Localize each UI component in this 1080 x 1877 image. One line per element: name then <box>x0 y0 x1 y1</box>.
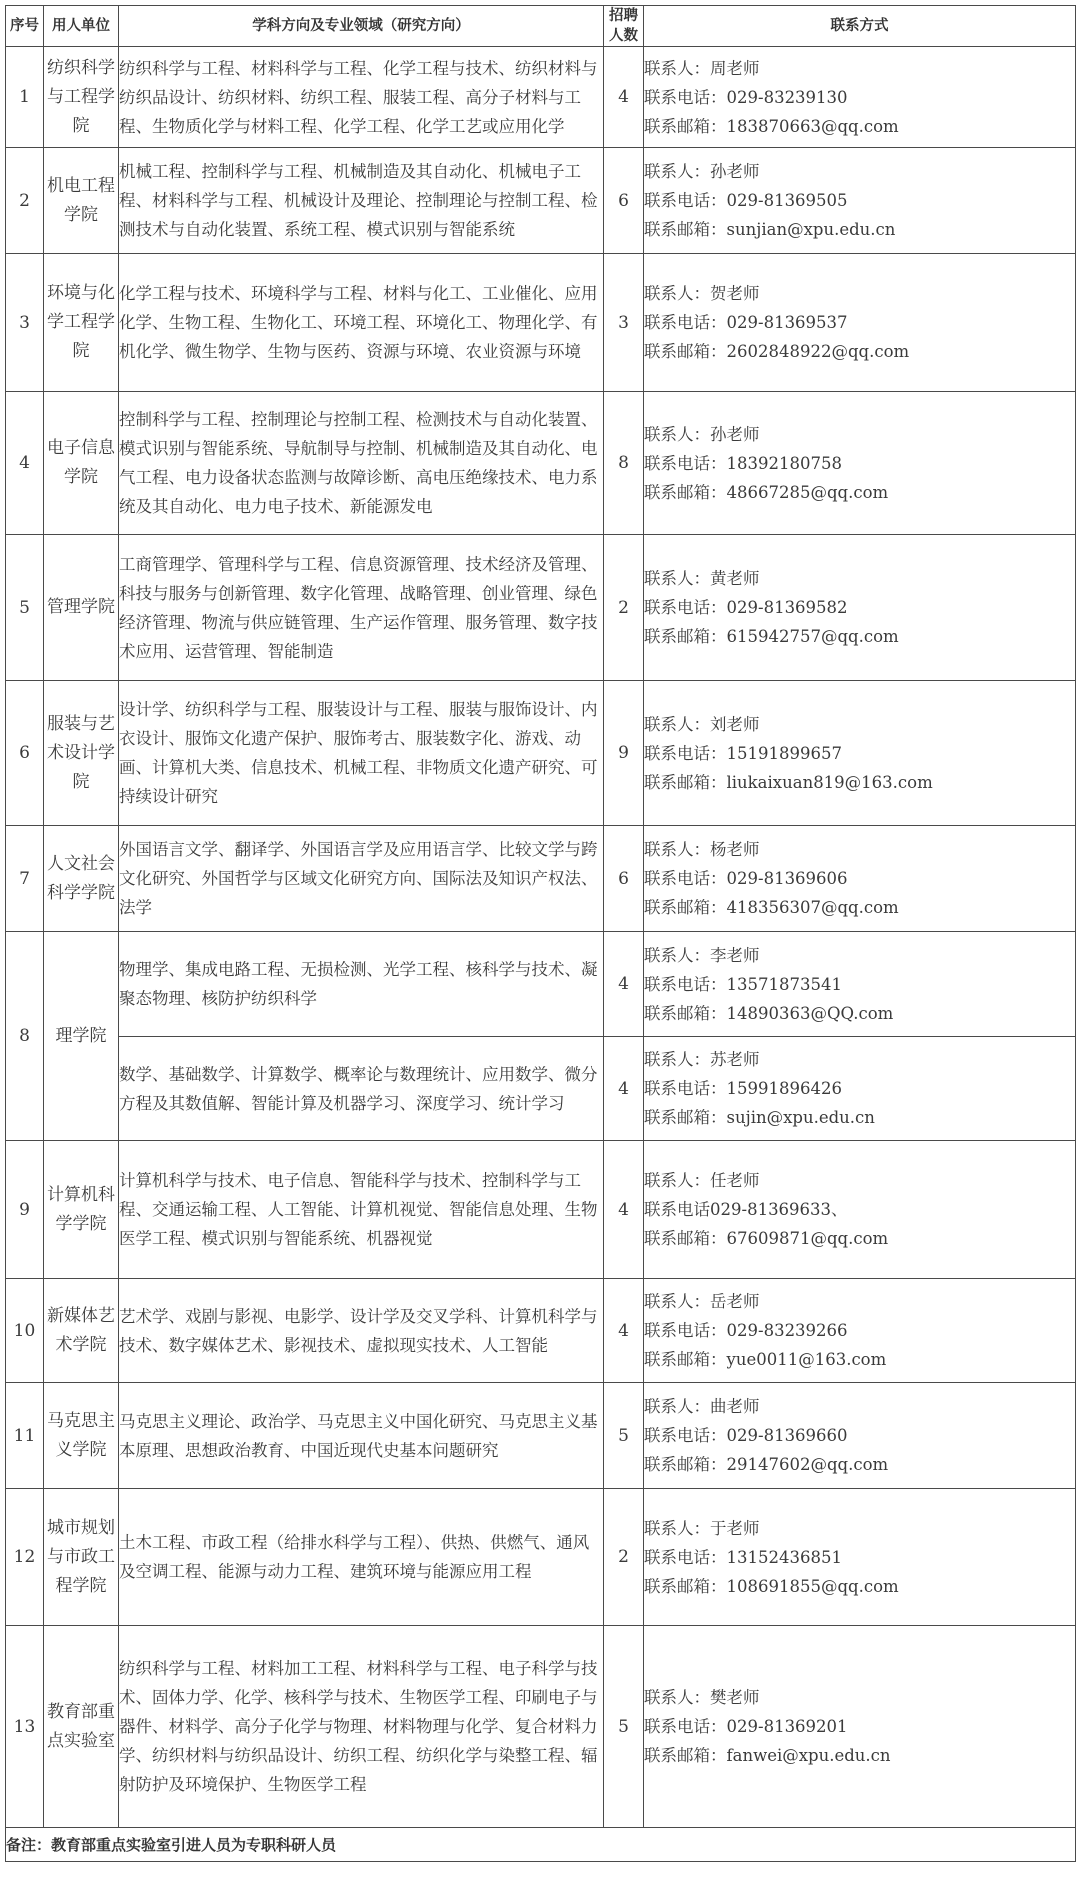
contact-person: 联系人：樊老师 <box>644 1688 760 1707</box>
contact-phone: 联系电话：029-81369201 <box>644 1717 848 1736</box>
table-row <box>6 535 1076 681</box>
seq-cell: 4 <box>6 392 44 535</box>
unit-cell: 城市规划与市政工程学院 <box>44 1489 119 1626</box>
contact-email: 联系邮箱：108691855@qq.com <box>644 1576 899 1596</box>
unit-cell: 环境与化学工程学院 <box>44 254 119 392</box>
count-cell: 2 <box>604 1489 644 1626</box>
seq-cell: 6 <box>6 681 44 826</box>
seq-cell: 13 <box>6 1626 44 1828</box>
field-cell: 化学工程与技术、环境科学与工程、材料与化工、工业催化、应用化学、生物工程、生物化工、环境工程、环境化工、物理化学、有机化学、微生物学、生物与医药、资源与环境、农业资源与环境 <box>119 254 604 392</box>
unit-cell: 新媒体艺术学院 <box>44 1279 119 1383</box>
contact-cell <box>644 254 1076 392</box>
contact-cell <box>644 1141 1076 1279</box>
contact-cell <box>644 826 1076 932</box>
contact-email: 联系邮箱：14890363@QQ.com <box>644 1003 894 1023</box>
seq-cell: 5 <box>6 535 44 681</box>
contact-email: 联系邮箱：fanwei@xpu.edu.cn <box>644 1746 891 1765</box>
field-cell: 纺织科学与工程、材料加工工程、材料科学与工程、电子科学与技术、固体力学、化学、核科学与技术、生物医学工程、印刷电子与器件、材料学、高分子化学与物理、材料物理与化学、复合材料力学、纺织材料与纺织品设计、纺织工程、纺织化学与染整工程、辐射防护及环境保护、生物医学工程 <box>119 1626 604 1828</box>
contact-phone: 联系电话：029-81369606 <box>644 869 848 888</box>
header-count-line2: 人数 <box>609 28 638 44</box>
unit-cell: 马克思主义学院 <box>44 1383 119 1489</box>
unit-cell: 计算机科学学院 <box>44 1141 119 1279</box>
header-row <box>6 6 1076 47</box>
contact-phone: 联系电话：029-81369582 <box>644 598 848 617</box>
seq-cell: 7 <box>6 826 44 932</box>
contact-phone: 联系电话：13571873541 <box>644 974 842 994</box>
unit-cell: 服装与艺术设计学院 <box>44 681 119 826</box>
contact-phone: 联系电话：13152436851 <box>644 1547 842 1567</box>
contact-phone: 联系电话：18392180758 <box>644 453 842 473</box>
table-row <box>6 1037 1076 1141</box>
contact-email: 联系邮箱：29147602@qq.com <box>644 1455 889 1474</box>
header-count <box>604 6 644 47</box>
contact-person: 联系人：苏老师 <box>644 1050 760 1069</box>
contact-phone: 联系电话：029-81369660 <box>644 1426 848 1445</box>
contact-cell <box>644 47 1076 148</box>
seq-cell: 8 <box>6 932 44 1141</box>
field-cell: 工商管理学、管理科学与工程、信息资源管理、技术经济及管理、科技与服务与创新管理、数字化管理、战略管理、创业管理、绿色经济管理、物流与供应链管理、生产运作管理、服务管理、数字技术应用、运营管理、智能制造 <box>119 535 604 681</box>
contact-cell <box>644 148 1076 254</box>
table-body <box>6 47 1076 1862</box>
field-cell: 物理学、集成电路工程、无损检测、光学工程、核科学与技术、凝聚态物理、核防护纺织科学 <box>119 932 604 1037</box>
contact-phone: 联系电话：029-83239130 <box>644 87 848 107</box>
seq-cell: 3 <box>6 254 44 392</box>
contact-phone: 联系电话：029-81369537 <box>644 313 848 332</box>
contact-cell <box>644 535 1076 681</box>
contact-cell <box>644 1489 1076 1626</box>
contact-person: 联系人：于老师 <box>644 1518 760 1538</box>
contact-person: 联系人：孙老师 <box>644 162 760 181</box>
contact-person: 联系人：周老师 <box>644 58 760 78</box>
contact-phone: 联系电话：15191899657 <box>644 743 842 763</box>
contact-email: 联系邮箱：48667285@qq.com <box>644 482 889 502</box>
contact-person: 联系人：刘老师 <box>644 714 760 734</box>
field-cell: 纺织科学与工程、材料科学与工程、化学工程与技术、纺织材料与纺织品设计、纺织材料、纺织工程、服装工程、高分子材料与工程、生物质化学与材料工程、化学工程、化学工艺或应用化学 <box>119 47 604 148</box>
table-row <box>6 826 1076 932</box>
count-cell: 5 <box>604 1626 644 1828</box>
table-row <box>6 254 1076 392</box>
contact-person: 联系人：李老师 <box>644 945 760 965</box>
header-contact: 联系方式 <box>644 6 1076 47</box>
count-cell: 4 <box>604 1279 644 1383</box>
table-row <box>6 47 1076 148</box>
count-cell: 9 <box>604 681 644 826</box>
count-cell: 4 <box>604 1037 644 1141</box>
field-cell: 土木工程、市政工程（给排水科学与工程）、供热、供燃气、通风及空调工程、能源与动力工程、建筑环境与能源应用工程 <box>119 1489 604 1626</box>
count-cell: 4 <box>604 932 644 1037</box>
contact-email: 联系邮箱：67609871@qq.com <box>644 1229 889 1248</box>
contact-cell <box>644 1626 1076 1828</box>
seq-cell: 2 <box>6 148 44 254</box>
header-field: 学科方向及专业领域（研究方向） <box>119 6 604 47</box>
contact-person: 联系人：杨老师 <box>644 840 760 859</box>
header-unit: 用人单位 <box>44 6 119 47</box>
seq-cell: 1 <box>6 47 44 148</box>
seq-cell: 10 <box>6 1279 44 1383</box>
header-count-line1: 招聘 <box>609 8 638 24</box>
count-cell: 4 <box>604 1141 644 1279</box>
contact-cell <box>644 932 1076 1037</box>
table-row <box>6 148 1076 254</box>
count-cell: 6 <box>604 826 644 932</box>
contact-phone: 联系电话029-81369633、 <box>644 1200 848 1219</box>
contact-person: 联系人：黄老师 <box>644 569 760 588</box>
contact-email: 联系邮箱：yue0011@163.com <box>644 1350 887 1369</box>
contact-person: 联系人：孙老师 <box>644 424 760 444</box>
unit-cell: 纺织科学与工程学院 <box>44 47 119 148</box>
contact-phone: 联系电话：029-81369505 <box>644 191 848 210</box>
field-cell: 马克思主义理论、政治学、马克思主义中国化研究、马克思主义基本原理、思想政治教育、中国近现代史基本问题研究 <box>119 1383 604 1489</box>
count-cell: 3 <box>604 254 644 392</box>
contact-cell <box>644 1383 1076 1489</box>
seq-cell: 12 <box>6 1489 44 1626</box>
contact-email: 联系邮箱：418356307@qq.com <box>644 898 899 917</box>
contact-phone: 联系电话：029-83239266 <box>644 1321 848 1340</box>
unit-cell: 管理学院 <box>44 535 119 681</box>
field-cell: 艺术学、戏剧与影视、电影学、设计学及交叉学科、计算机科学与技术、数字媒体艺术、影视技术、虚拟现实技术、人工智能 <box>119 1279 604 1383</box>
contact-email: 联系邮箱：sujin@xpu.edu.cn <box>644 1108 875 1127</box>
field-cell: 机械工程、控制科学与工程、机械制造及其自动化、机械电子工程、材料科学与工程、机械设计及理论、控制理论与控制工程、检测技术与自动化装置、系统工程、模式识别与智能系统 <box>119 148 604 254</box>
contact-cell <box>644 681 1076 826</box>
field-cell: 控制科学与工程、控制理论与控制工程、检测技术与自动化装置、模式识别与智能系统、导航制导与控制、机械制造及其自动化、电气工程、电力设备状态监测与故障诊断、高电压绝缘技术、电力系统及其自动化、电力电子技术、新能源发电 <box>119 392 604 535</box>
contact-email: 联系邮箱：2602848922@qq.com <box>644 342 910 361</box>
count-cell: 6 <box>604 148 644 254</box>
seq-cell: 9 <box>6 1141 44 1279</box>
table-row <box>6 1489 1076 1626</box>
unit-cell: 教育部重点实验室 <box>44 1626 119 1828</box>
note-text: 备注：教育部重点实验室引进人员为专职科研人员 <box>6 1828 1076 1862</box>
contact-phone: 联系电话：15991896426 <box>644 1079 842 1098</box>
contact-person: 联系人：贺老师 <box>644 284 760 303</box>
table-row <box>6 681 1076 826</box>
contact-cell <box>644 1037 1076 1141</box>
contact-cell <box>644 1279 1076 1383</box>
table-row <box>6 1141 1076 1279</box>
table-row <box>6 1626 1076 1828</box>
field-cell: 数学、基础数学、计算数学、概率论与数理统计、应用数学、微分方程及其数值解、智能计算及机器学习、深度学习、统计学习 <box>119 1037 604 1141</box>
field-cell: 计算机科学与技术、电子信息、智能科学与技术、控制科学与工程、交通运输工程、人工智能、计算机视觉、智能信息处理、生物医学工程、模式识别与智能系统、机器视觉 <box>119 1141 604 1279</box>
unit-cell: 电子信息学院 <box>44 392 119 535</box>
unit-cell: 人文社会科学学院 <box>44 826 119 932</box>
contact-email: 联系邮箱：liukaixuan819@163.com <box>644 772 933 792</box>
contact-email: 联系邮箱：sunjian@xpu.edu.cn <box>644 220 896 239</box>
contact-email: 联系邮箱：183870663@qq.com <box>644 116 899 136</box>
count-cell: 8 <box>604 392 644 535</box>
count-cell: 2 <box>604 535 644 681</box>
table-row <box>6 392 1076 535</box>
contact-person: 联系人：岳老师 <box>644 1292 760 1311</box>
unit-cell: 机电工程学院 <box>44 148 119 254</box>
table-row <box>6 1279 1076 1383</box>
recruitment-table <box>5 5 1076 1862</box>
table-row <box>6 932 1076 1037</box>
contact-person: 联系人：曲老师 <box>644 1397 760 1416</box>
contact-cell <box>644 392 1076 535</box>
header-seq: 序号 <box>6 6 44 47</box>
contact-email: 联系邮箱：615942757@qq.com <box>644 627 899 646</box>
contact-person: 联系人：任老师 <box>644 1171 760 1190</box>
field-cell: 设计学、纺织科学与工程、服装设计与工程、服装与服饰设计、内衣设计、服饰文化遗产保护、服饰考古、服装数字化、游戏、动画、计算机大类、信息技术、机械工程、非物质文化遗产研究、可持续设计研究 <box>119 681 604 826</box>
count-cell: 4 <box>604 47 644 148</box>
table-row <box>6 1383 1076 1489</box>
count-cell: 5 <box>604 1383 644 1489</box>
field-cell: 外国语言文学、翻译学、外国语言学及应用语言学、比较文学与跨文化研究、外国哲学与区域文化研究方向、国际法及知识产权法、法学 <box>119 826 604 932</box>
seq-cell: 11 <box>6 1383 44 1489</box>
note-row <box>6 1828 1076 1862</box>
unit-cell: 理学院 <box>44 932 119 1141</box>
